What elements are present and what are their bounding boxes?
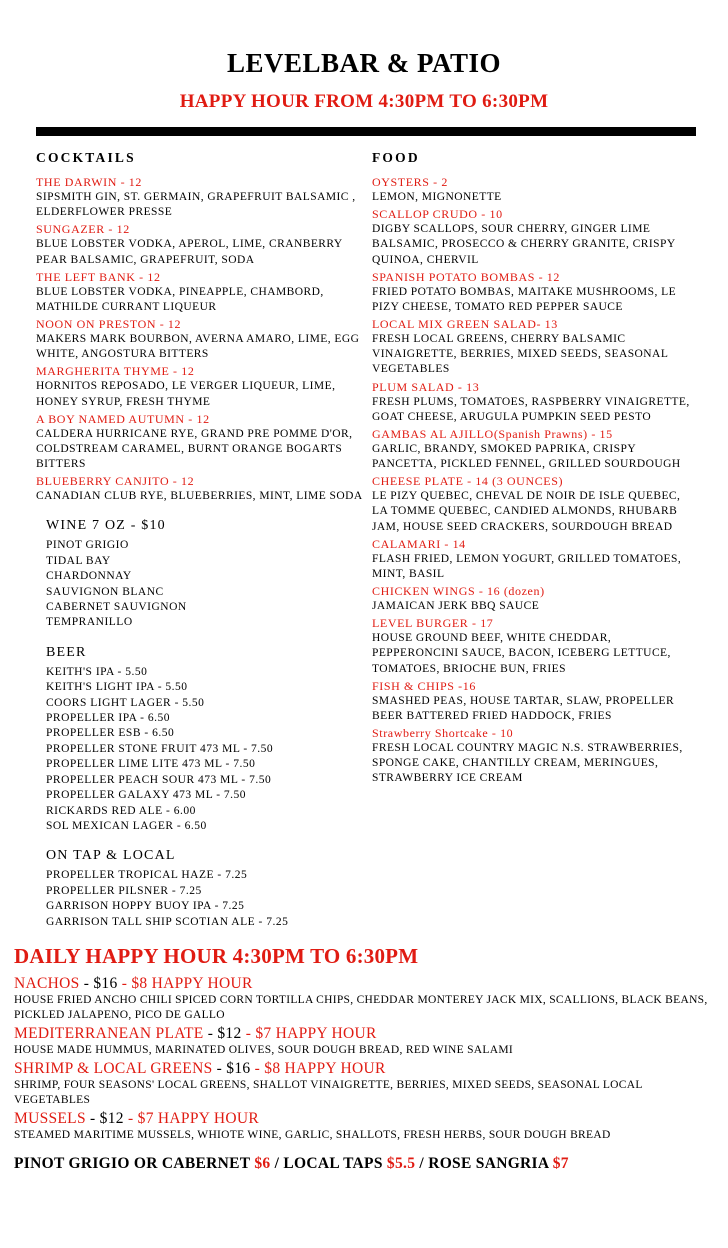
menu-item bbox=[36, 317, 364, 362]
menu-item-name: LEVEL BURGER - 17 bbox=[371, 616, 494, 631]
menu-item-name: OYSTERS - 2 bbox=[371, 175, 448, 189]
daily-items bbox=[14, 975, 714, 1143]
drink-specials-footer bbox=[14, 1155, 714, 1173]
daily-item-price: - $16 bbox=[79, 974, 122, 992]
menu-item-name: NOON ON PRESTON - 12 bbox=[36, 317, 182, 332]
menu-item-description: LEMON, MIGNONETTE bbox=[371, 191, 502, 203]
menu-item-description: FRESH PLUMS, TOMATOES, RASPBERRY VINAIGRETTE, GOAT CHEESE, ARUGULA PUMPKIN SEED PESTO bbox=[371, 395, 690, 423]
daily-item-name: MEDITERRANEAN PLATE bbox=[14, 1024, 204, 1042]
right-column bbox=[372, 150, 698, 930]
wine-list bbox=[36, 538, 364, 630]
daily-item-deal: - $8 HAPPY HOUR bbox=[254, 1059, 386, 1077]
menu-item-name: THE DARWIN - 12 bbox=[36, 175, 142, 189]
menu-item bbox=[372, 175, 698, 205]
menu-item-name: SPANISH POTATO BOMBAS - 12 bbox=[371, 269, 561, 284]
menu-item bbox=[36, 270, 364, 315]
happy-hour-subtitle: HAPPY HOUR FROM 4:30PM TO 6:30PM bbox=[179, 91, 549, 112]
daily-item-price: - $12 bbox=[203, 1024, 246, 1042]
menu-item bbox=[36, 222, 364, 267]
menu-item-name: SUNGAZER - 12 bbox=[36, 222, 130, 237]
list-item: SAUVIGNON BLANC bbox=[46, 585, 164, 598]
page-title: LEVELBAR & PATIO bbox=[226, 48, 502, 78]
list-item: TIDAL BAY bbox=[46, 554, 111, 567]
menu-item-name: CALAMARI - 14 bbox=[371, 536, 466, 551]
list-item: COORS LIGHT LAGER - 5.50 bbox=[46, 696, 205, 709]
list-item: CHARDONNAY bbox=[46, 570, 132, 583]
menu-item bbox=[372, 317, 698, 378]
wine-heading: WINE 7 OZ - $10 bbox=[46, 518, 166, 534]
list-item: PROPELLER PEACH SOUR 473 ML - 7.50 bbox=[46, 773, 272, 786]
footer-price1: $6 bbox=[254, 1154, 271, 1172]
ontap-heading: ON TAP & LOCAL bbox=[46, 848, 176, 864]
list-item: CABERNET SAUVIGNON bbox=[46, 601, 187, 614]
daily-item-deal: - $7 HAPPY HOUR bbox=[245, 1024, 377, 1042]
daily-item-price: - $12 bbox=[85, 1109, 129, 1127]
menu-item-name: FISH & CHIPS -16 bbox=[371, 678, 476, 693]
footer-price3: $7 bbox=[552, 1154, 569, 1172]
menu-item-name: MARGHERITA THYME - 12 bbox=[36, 364, 195, 379]
list-item: PROPELLER IPA - 6.50 bbox=[46, 712, 170, 725]
list-item: RICKARDS RED ALE - 6.00 bbox=[46, 804, 196, 817]
menu-item bbox=[372, 474, 698, 535]
food-list bbox=[372, 175, 698, 787]
menu-item-name: A BOY NAMED AUTUMN - 12 bbox=[36, 411, 210, 426]
daily-happy-hour-section bbox=[0, 944, 728, 1173]
footer-price2: $5.5 bbox=[386, 1154, 416, 1172]
menu-item-description: FRIED POTATO BOMBAS, MAITAKE MUSHROOMS, LE PIZY CHEESE, TOMATO RED PEPPER SAUCE bbox=[371, 285, 677, 313]
menu-columns bbox=[0, 150, 728, 930]
menu-item bbox=[36, 175, 364, 220]
menu-item-description: LE PIZY QUEBEC, CHEVAL DE NOIR DE ISLE QUEBEC, LA TOMME QUEBEC, CANDIED ALMONDS, RHUBARB JAM, HOUSE SEED CRACKERS, SOURDOUGH BREAD bbox=[371, 490, 681, 533]
list-item: PINOT GRIGIO bbox=[46, 539, 129, 552]
menu-item-description: HOUSE GROUND BEEF, WHITE CHEDDAR, PEPPERONCINI SAUCE, BACON, ICEBERG LETTUCE, TOMATOES, BRIOCHE BUN, FRIES bbox=[371, 632, 671, 675]
beer-heading: BEER bbox=[46, 644, 87, 660]
divider-rule bbox=[36, 127, 696, 136]
list-item: PROPELLER STONE FRUIT 473 ML - 7.50 bbox=[46, 742, 274, 755]
cocktails-heading: COCKTAILS bbox=[36, 150, 136, 165]
menu-item-name: THE LEFT BANK - 12 bbox=[36, 269, 161, 284]
menu-item-name: LOCAL MIX GREEN SALAD- 13 bbox=[371, 317, 558, 332]
menu-item-name: BLUEBERRY CANJITO - 12 bbox=[36, 474, 195, 489]
footer-part2: / LOCAL TAPS bbox=[270, 1154, 387, 1172]
daily-title: DAILY HAPPY HOUR 4:30PM TO 6:30PM bbox=[14, 943, 419, 968]
daily-item-price: - $16 bbox=[212, 1059, 255, 1077]
list-item: PROPELLER TROPICAL HAZE - 7.25 bbox=[46, 869, 248, 882]
list-item: GARRISON HOPPY BUOY IPA - 7.25 bbox=[46, 900, 245, 913]
menu-item bbox=[372, 679, 698, 724]
list-item: PROPELLER GALAXY 473 ML - 7.50 bbox=[46, 789, 247, 802]
menu-item-description: SMASHED PEAS, HOUSE TARTAR, SLAW, PROPELLER BEER BATTERED FRIED HADDOCK, FRIES bbox=[371, 694, 675, 722]
daily-item-description: SHRIMP, FOUR SEASONS' LOCAL GREENS, SHALLOT VINAIGRETTE, BERRIES, MIXED SEEDS, SEASONAL LOCAL VEGETABLES bbox=[14, 1078, 643, 1106]
menu-item bbox=[372, 584, 698, 614]
menu-item-description: CANADIAN CLUB RYE, BLUEBERRIES, MINT, LIME SODA bbox=[36, 490, 363, 503]
daily-item-description: HOUSE FRIED ANCHO CHILI SPICED CORN TORTILLA CHIPS, CHEDDAR MONTEREY JACK MIX, SCALLIONS, BLACK BEANS, PICKLED JALAPENO, PICO DE GALLO bbox=[14, 993, 708, 1021]
menu-item bbox=[372, 270, 698, 315]
daily-item-name: SHRIMP & LOCAL GREENS bbox=[14, 1059, 213, 1077]
footer-part3: / ROSE SANGRIA bbox=[415, 1154, 553, 1172]
daily-item-description: HOUSE MADE HUMMUS, MARINATED OLIVES, SOUR DOUGH BREAD, RED WINE SALAMI bbox=[14, 1043, 514, 1056]
menu-item bbox=[36, 412, 364, 473]
beer-list bbox=[36, 665, 364, 834]
menu-item bbox=[372, 726, 698, 787]
daily-item-heading bbox=[14, 975, 714, 993]
list-item: PROPELLER LIME LITE 473 ML - 7.50 bbox=[46, 758, 256, 771]
menu-item-description: GARLIC, BRANDY, SMOKED PAPRIKA, CRISPY PANCETTA, PICKLED FENNEL, GRILLED SOURDOUGH bbox=[371, 442, 681, 471]
daily-item-heading bbox=[14, 1025, 714, 1043]
menu-item bbox=[372, 207, 698, 268]
list-item: SOL MEXICAN LAGER - 6.50 bbox=[46, 819, 207, 832]
menu-item-name: CHEESE PLATE - 14 (3 OUNCES) bbox=[371, 474, 564, 489]
food-heading: FOOD bbox=[371, 150, 420, 165]
list-item: PROPELLER ESB - 6.50 bbox=[46, 727, 175, 740]
daily-item-name: MUSSELS bbox=[14, 1109, 86, 1127]
menu-item-description: HORNITOS REPOSADO, LE VERGER LIQUEUR, LIME, HONEY SYRUP, FRESH THYME bbox=[36, 380, 336, 408]
list-item: GARRISON TALL SHIP SCOTIAN ALE - 7.25 bbox=[46, 915, 289, 928]
menu-item-description: CALDERA HURRICANE RYE, GRAND PRE POMME D'OR, COLDSTREAM CARAMEL, BURNT ORANGE BOGARTS BITTERS bbox=[36, 427, 353, 471]
daily-item-name: NACHOS bbox=[14, 974, 80, 992]
menu-item-description: FLASH FRIED, LEMON YOGURT, GRILLED TOMATOES, MINT, BASIL bbox=[371, 552, 682, 580]
menu-page bbox=[0, 48, 728, 1248]
footer-part1: PINOT GRIGIO OR CABERNET bbox=[14, 1154, 255, 1172]
daily-item-deal: - $7 HAPPY HOUR bbox=[128, 1109, 259, 1127]
menu-item-description: FRESH LOCAL COUNTRY MAGIC N.S. STRAWBERRIES, SPONGE CAKE, CHANTILLY CREAM, MERINGUES, STRAWBERRY ICE CREAM bbox=[371, 742, 683, 785]
menu-item-name: CHICKEN WINGS - 16 (dozen) bbox=[371, 584, 545, 599]
menu-item-description: SIPSMITH GIN, ST. GERMAIN, GRAPEFRUIT BALSAMIC , ELDERFLOWER PRESSE bbox=[36, 191, 356, 219]
ontap-list bbox=[36, 868, 364, 930]
menu-item-description: DIGBY SCALLOPS, SOUR CHERRY, GINGER LIME BALSAMIC, PROSECCO & CHERRY GRANITE, CRISPY QUINOA, CHERVIL bbox=[371, 223, 676, 266]
menu-item bbox=[36, 474, 364, 504]
menu-item-name: PLUM SALAD - 13 bbox=[371, 379, 480, 394]
daily-item-description: STEAMED MARITIME MUSSELS, WHIOTE WINE, GARLIC, SHALLOTS, FRESH HERBS, SOUR DOUGH BREAD bbox=[14, 1128, 611, 1141]
menu-item-name: Strawberry Shortcake - 10 bbox=[371, 726, 514, 741]
list-item: KEITH'S IPA - 5.50 bbox=[46, 665, 148, 678]
list-item: KEITH'S LIGHT IPA - 5.50 bbox=[46, 681, 188, 694]
list-item: TEMPRANILLO bbox=[46, 616, 133, 629]
menu-item-name: SCALLOP CRUDO - 10 bbox=[371, 207, 503, 222]
menu-item bbox=[372, 616, 698, 677]
menu-item-description: FRESH LOCAL GREENS, CHERRY BALSAMIC VINAIGRETTE, BERRIES, MIXED SEEDS, SEASONAL VEGETABLES bbox=[371, 333, 668, 376]
menu-item bbox=[36, 364, 364, 409]
menu-item-name: GAMBAS AL AJILLO(Spanish Prawns) - 15 bbox=[371, 426, 613, 441]
daily-item-heading bbox=[14, 1060, 714, 1078]
daily-item-heading bbox=[14, 1110, 714, 1128]
list-item: PROPELLER PILSNER - 7.25 bbox=[46, 884, 202, 897]
left-column bbox=[36, 150, 372, 930]
menu-item-description: JAMAICAN JERK BBQ SAUCE bbox=[371, 600, 540, 613]
menu-item-description: BLUE LOBSTER VODKA, PINEAPPLE, CHAMBORD, MATHILDE CURRANT LIQUEUR bbox=[36, 285, 324, 313]
menu-item bbox=[372, 380, 698, 425]
menu-item-description: MAKERS MARK BOURBON, AVERNA AMARO, LIME, EGG WHITE, ANGOSTURA BITTERS bbox=[36, 333, 360, 361]
menu-item bbox=[372, 537, 698, 582]
menu-item-description: BLUE LOBSTER VODKA, APEROL, LIME, CRANBERRY PEAR BALSAMIC, GRAPEFRUIT, SODA bbox=[36, 238, 343, 266]
menu-item bbox=[372, 427, 698, 472]
daily-item-deal: - $8 HAPPY HOUR bbox=[121, 974, 253, 992]
cocktails-list bbox=[36, 175, 364, 504]
